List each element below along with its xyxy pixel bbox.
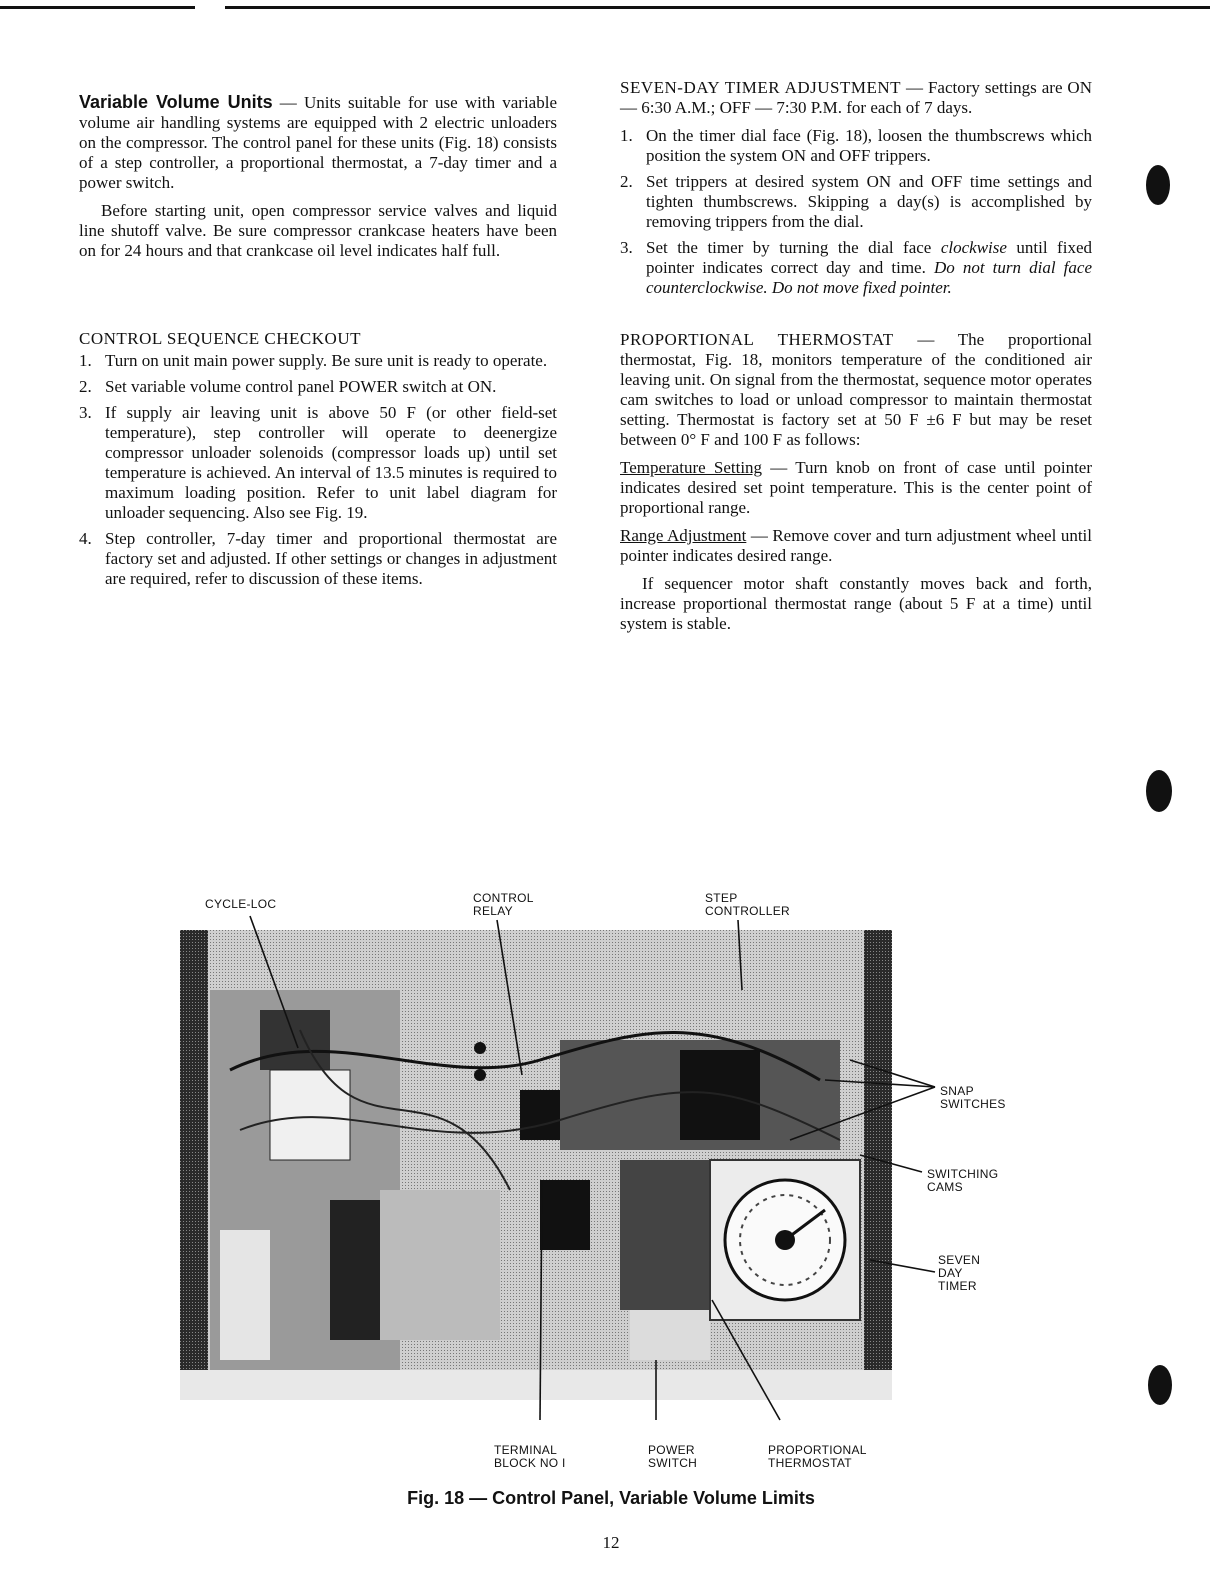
before-starting-paragraph: Before starting unit, open compressor service valves and liquid line shutoff valve. Be sure compressor crankcase heaters have been on for 24 hours and that crankcase oil level indicates half full. [79,201,557,260]
label-step-controller: STEP CONTROLLER [705,891,791,918]
punch-hole-mark [1146,165,1170,205]
callout-leaders [170,880,1050,1480]
control-sequence-heading: CONTROL SEQUENCE CHECKOUT [79,329,361,348]
label-cycle-loc: CYCLE-LOC [205,897,277,911]
thermostat-paragraph: PROPORTIONAL THERMOSTAT — The proportional thermostat, Fig. 18, monitors temperature of the conditioned air leaving unit. On signal from the thermostat, sequence motor operates cam switches to load or unload compressor to maintain thermostat setting. Thermostat is factory set at 50 F ±6 F but may be reset between 0° F and 100 F as follows: [620,330,1092,449]
list-item: 1. Turn on unit main power supply. Be sure unit is ready to operate. [79,351,548,370]
list-item: 3. If supply air leaving unit is above 50 F (or other field-set temperature), step controller will operate to deenergize compressor unloader solenoids (compressor loads up) until set temperature is achieved. An interval of 13.5 minutes is required to maximum loading position. Refer to unit label diagram for unloader sequencing. Also see Fig. 19. [79,403,557,522]
timer-intro: SEVEN-DAY TIMER ADJUSTMENT — Factory settings are ON — 6:30 A.M.; OFF — 7:30 P.M. for each of 7 days. [620,78,1092,117]
top-rule [0,6,1210,9]
variable-volume-paragraph [79,92,557,193]
right-column [620,78,1092,642]
variable-volume-heading: Variable Volume Units [79,92,273,112]
label-power-switch: POWER SWITCH [648,1443,698,1470]
label-switching-cams: SWITCHING CAMS [927,1167,999,1194]
thermostat-heading: PROPORTIONAL THERMOSTAT [620,330,894,349]
label-seven-day-timer: SEVEN DAY TIMER [938,1253,981,1293]
punch-hole-mark [1146,770,1172,812]
label-proportional-thermostat: PROPORTIONAL THERMOSTAT [768,1443,867,1470]
figure-caption: Fig. 18 — Control Panel, Variable Volume Limits [407,1488,815,1508]
control-sequence-list [79,351,557,589]
label-snap-switches: SNAP SWITCHES [940,1084,1006,1111]
list-item: 3. Set the timer by turning the dial face clockwise until fixed pointer indicates correct day and time. Do not turn dial face counterclockwise. Do not move fixed pointer. [620,238,1092,297]
list-item: 4. Step controller, 7-day timer and proportional thermostat are factory set and adjusted. If other settings or changes in adjustment are required, refer to discussion of these items. [79,529,557,588]
list-item: 2. Set trippers at desired system ON and OFF time settings and tighten thumbscrews. Skipping a day(s) is accomplished by removing trippers from the dial. [620,172,1092,231]
timer-heading: SEVEN-DAY TIMER ADJUSTMENT [620,78,902,97]
figure-18 [170,880,1050,1470]
variable-volume-body: — Units suitable for use with variable volume air handling systems are equipped with 2 electric unloaders on the compressor. The control panel for these units (Fig. 18) consists of a step controller, a proportional thermostat, a 7-day timer and a power switch. [79,93,557,192]
range-adjustment-paragraph: Range Adjustment — Remove cover and turn adjustment wheel until pointer indicates desired range. [620,526,1092,565]
timer-steps [620,126,1092,298]
label-control-relay: CONTROL RELAY [473,891,534,918]
temperature-setting-paragraph: Temperature Setting — Turn knob on front of case until pointer indicates desired set point temperature. This is the center point of proportional range. [620,458,1092,517]
page-number: 12 [602,1533,620,1552]
sequencer-paragraph: If sequencer motor shaft constantly moves back and forth, increase proportional thermostat range (about 5 F at a time) until system is stable. [620,574,1092,633]
top-rule-gap [195,5,225,10]
left-column [79,92,557,595]
punch-hole-mark [1148,1365,1172,1405]
list-item: 1. On the timer dial face (Fig. 18), loosen the thumbscrews which position the system ON and OFF trippers. [620,126,1092,165]
label-terminal-block: TERMINAL BLOCK NO I [494,1443,566,1470]
list-item: 2. Set variable volume control panel POWER switch at ON. [79,377,497,396]
